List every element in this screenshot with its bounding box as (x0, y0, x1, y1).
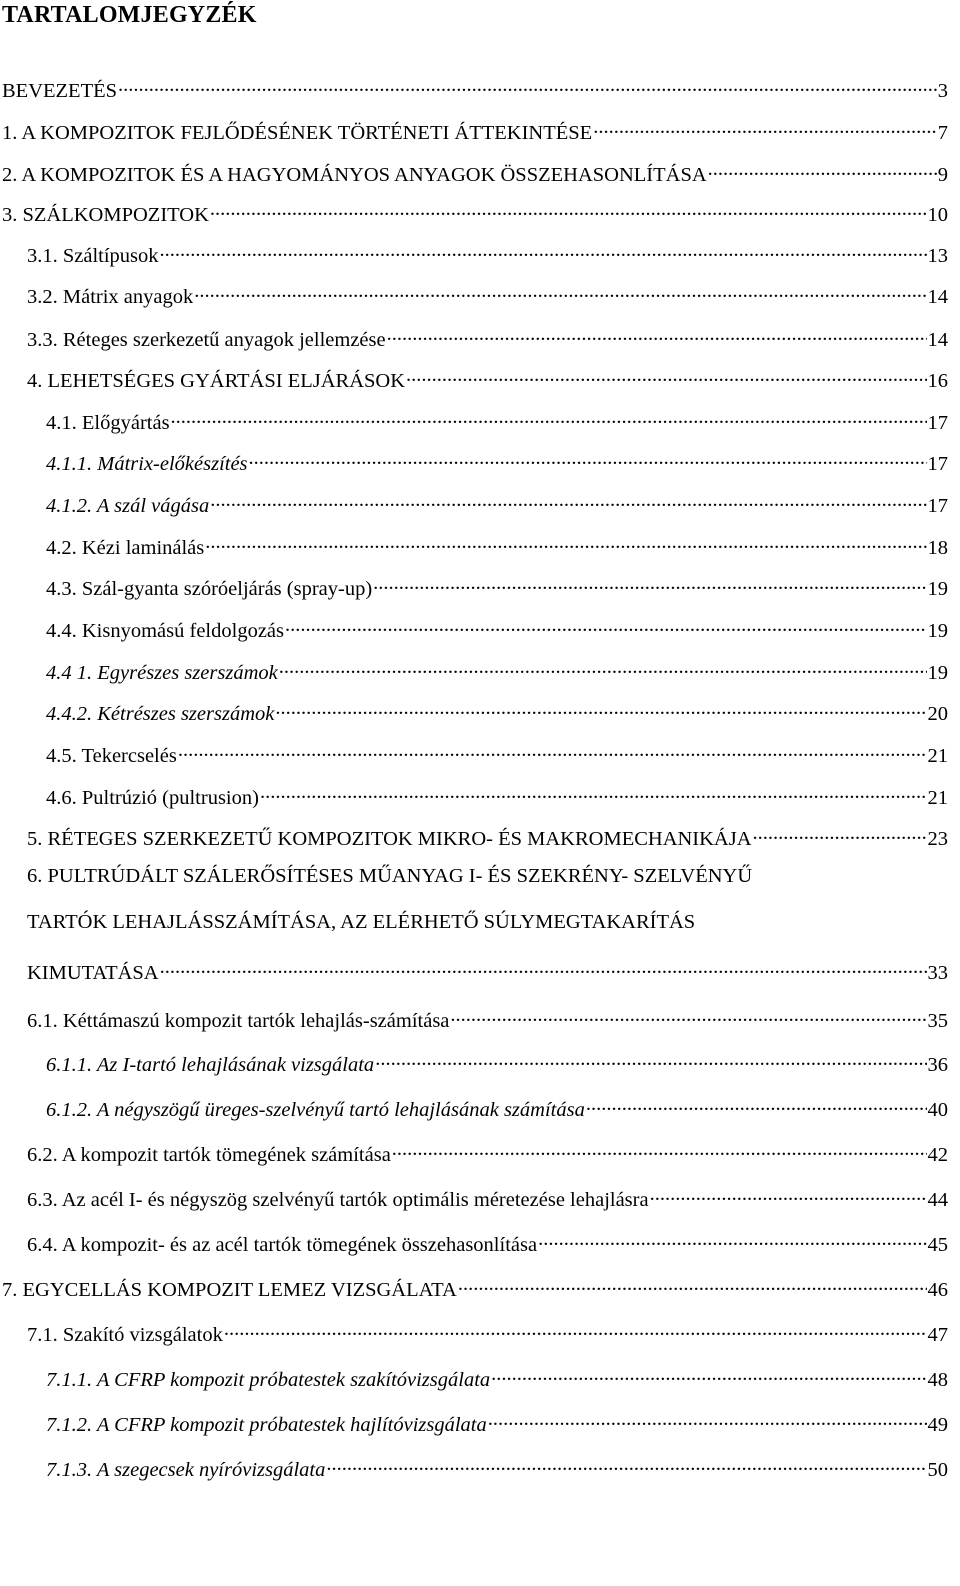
dot-leader (406, 366, 926, 387)
dot-leader (488, 1410, 927, 1431)
toc-entry-label: 3.3. Réteges szerkezetű anyagok jellemzése (27, 328, 386, 351)
toc-entry-label: KIMUTATÁSA (27, 961, 159, 984)
toc-entry-4-4[interactable] (46, 616, 948, 641)
toc-entry-6-1[interactable] (27, 1006, 948, 1031)
dot-leader (210, 491, 926, 512)
dot-leader (249, 449, 927, 470)
toc-entry-3[interactable] (2, 200, 948, 225)
toc-entry-page: 13 (927, 244, 948, 267)
dot-leader (275, 699, 926, 720)
dot-leader (373, 574, 926, 595)
toc-entry-4-2[interactable] (46, 533, 948, 558)
dot-leader (392, 1140, 927, 1161)
toc-entry-7-1-1[interactable] (46, 1365, 948, 1390)
toc-entry-page: 18 (927, 536, 948, 559)
toc-entry-label: 4.4. Kisnyomású feldolgozás (46, 619, 284, 642)
toc-entry-label: 4.2. Kézi laminálás (46, 536, 205, 559)
toc-entry-page: 49 (927, 1413, 948, 1436)
dot-leader (178, 741, 927, 762)
dot-leader (160, 241, 927, 262)
toc-entry-label: 3. SZÁLKOMPOZITOK (2, 203, 209, 226)
dot-leader (650, 1185, 927, 1206)
toc-entry-page: 3 (937, 79, 948, 102)
toc-entry-page: 33 (927, 961, 948, 984)
dot-leader (285, 616, 927, 637)
toc-entry-label: 4. LEHETSÉGES GYÁRTÁSI ELJÁRÁSOK (27, 369, 406, 392)
dot-leader (326, 1455, 926, 1476)
toc-entry-label: 7.1.1. A CFRP kompozit próbatestek szakítóvizsgálata (46, 1368, 491, 1391)
toc-entry-page: 21 (927, 786, 948, 809)
toc-entry-page: 16 (927, 369, 948, 392)
toc-entry-page: 14 (927, 328, 948, 351)
toc-entry-bevezetes[interactable] (2, 76, 948, 101)
toc-entry-label: 4.4.2. Kétrészes szerszámok (46, 702, 275, 725)
dot-leader (491, 1365, 926, 1386)
toc-entry-label: 7.1. Szakító vizsgálatok (27, 1323, 223, 1346)
dot-leader (194, 282, 926, 303)
toc-entry-page: 50 (927, 1458, 948, 1481)
toc-entry-label: 6.4. A kompozit- és az acél tartók tömegének összehasonlítása (27, 1233, 538, 1256)
toc-entry-4-4-1[interactable] (46, 658, 948, 683)
toc-entry-label: 6.3. Az acél I- és négyszög szelvényű tartók optimális méretezése lehajlásra (27, 1188, 649, 1211)
toc-entry-page: 36 (927, 1053, 948, 1076)
toc-entry-label: 1. A KOMPOZITOK FEJLŐDÉSÉNEK TÖRTÉNETI ÁTTEKINTÉSE (2, 121, 593, 144)
toc-entry-6-line2[interactable]: TARTÓK LEHAJLÁSSZÁMÍTÁSA, AZ ELÉRHETŐ SÚLYMEGTAKARÍTÁS (27, 911, 696, 933)
toc-entry-page: 42 (927, 1143, 948, 1166)
toc-entry-page: 19 (927, 619, 948, 642)
toc-entry-label: 4.4 1. Egyrészes szerszámok (46, 661, 278, 684)
toc-entry-page: 21 (927, 744, 948, 767)
toc-entry-page: 48 (927, 1368, 948, 1391)
toc-entry-label: 3.1. Száltípusok (27, 244, 159, 267)
toc-entry-page: 19 (927, 661, 948, 684)
toc-entry-page: 19 (927, 577, 948, 600)
toc-entry-1[interactable] (2, 118, 948, 143)
toc-entry-label: 5. RÉTEGES SZERKEZETŰ KOMPOZITOK MIKRO- ÉS MAKROMECHANIKÁJA (27, 827, 752, 850)
toc-entry-7-1-3[interactable] (46, 1455, 948, 1480)
toc-entry-label: 6.1. Kéttámaszú kompozit tartók lehajlás-számítása (27, 1009, 450, 1032)
toc-entry-6-line1[interactable]: 6. PULTRÚDÁLT SZÁLERŐSÍTÉSES MŰANYAG I- ÉS SZEKRÉNY- SZELVÉNYŰ (27, 865, 753, 887)
dot-leader (260, 783, 927, 804)
toc-entry-3-1[interactable] (27, 241, 948, 266)
toc-entry-page: 23 (927, 827, 948, 850)
toc-entry-label: 4.5. Tekercselés (46, 744, 177, 767)
toc-entry-4-1[interactable] (46, 408, 948, 433)
toc-entry-page: 46 (927, 1278, 948, 1301)
dot-leader (160, 958, 927, 979)
toc-entry-label: 7.1.2. A CFRP kompozit próbatestek hajlítóvizsgálata (46, 1413, 487, 1436)
toc-entry-label: BEVEZETÉS (2, 79, 118, 102)
toc-entry-page: 17 (927, 494, 948, 517)
dot-leader (538, 1230, 926, 1251)
toc-entry-6-3[interactable] (27, 1185, 948, 1210)
toc-entry-6-4[interactable] (27, 1230, 948, 1255)
toc-entry-label: 7. EGYCELLÁS KOMPOZIT LEMEZ VIZSGÁLATA (2, 1278, 457, 1301)
toc-entry-label: 4.1.2. A szál vágása (46, 494, 210, 517)
toc-entry-5[interactable] (27, 824, 948, 849)
toc-entry-7-1-2[interactable] (46, 1410, 948, 1435)
toc-entry-page: 44 (927, 1188, 948, 1211)
dot-leader (375, 1050, 926, 1071)
toc-entry-2[interactable] (2, 160, 948, 185)
dot-leader (224, 1320, 927, 1341)
toc-entry-6[interactable] (27, 958, 948, 983)
dot-leader (708, 160, 937, 181)
toc-entry-label: 6.2. A kompozit tartók tömegének számítása (27, 1143, 391, 1166)
toc-entry-label: 4.1.1. Mátrix-előkészítés (46, 452, 248, 475)
toc-entry-page: 10 (927, 203, 948, 226)
toc-entry-page: 7 (937, 121, 948, 144)
page-title: TARTALOMJEGYZÉK (2, 2, 257, 28)
toc-entry-page: 17 (927, 411, 948, 434)
toc-entry-4-1-1[interactable] (46, 449, 948, 474)
dot-leader (458, 1275, 927, 1296)
toc-entry-page: 20 (927, 702, 948, 725)
dot-leader (450, 1006, 926, 1027)
toc-entry-label: 4.6. Pultrúzió (pultrusion) (46, 786, 259, 809)
toc-entry-7[interactable] (2, 1275, 948, 1300)
toc-entry-4-1-2[interactable] (46, 491, 948, 516)
toc-entry-label: 6.1.2. A négyszögű üreges-szelvényű tartó lehajlásának számítása (46, 1098, 585, 1121)
toc-entry-label: 4.3. Szál-gyanta szóróeljárás (spray-up) (46, 577, 373, 600)
toc-entry-4[interactable] (27, 366, 948, 391)
toc-entry-4-6[interactable] (46, 783, 948, 808)
dot-leader (593, 118, 937, 139)
dot-leader (279, 658, 927, 679)
toc-entry-label: 6.1.1. Az I-tartó lehajlásának vizsgálata (46, 1053, 375, 1076)
dot-leader (118, 76, 937, 97)
toc-entry-page: 14 (927, 285, 948, 308)
dot-leader (205, 533, 926, 554)
toc-entry-page: 9 (937, 163, 948, 186)
dot-leader (586, 1095, 927, 1116)
dot-leader (210, 200, 927, 221)
toc-entry-6-1-2[interactable] (46, 1095, 948, 1120)
toc-entry-label: 4.1. Előgyártás (46, 411, 170, 434)
toc-entry-7-1[interactable] (27, 1320, 948, 1345)
toc-entry-page: 45 (927, 1233, 948, 1256)
toc-entry-label: 3.2. Mátrix anyagok (27, 285, 194, 308)
dot-leader (171, 408, 927, 429)
toc-entry-3-3[interactable] (27, 325, 948, 350)
dot-leader (387, 325, 927, 346)
toc-entry-page: 17 (927, 452, 948, 475)
dot-leader (753, 824, 927, 845)
toc-entry-4-4-2[interactable] (46, 699, 948, 724)
toc-entry-6-2[interactable] (27, 1140, 948, 1165)
toc-entry-6-1-1[interactable] (46, 1050, 948, 1075)
toc-entry-page: 35 (927, 1009, 948, 1032)
toc-entry-page: 47 (927, 1323, 948, 1346)
toc-entry-page: 40 (927, 1098, 948, 1121)
toc-entry-label: 2. A KOMPOZITOK ÉS A HAGYOMÁNYOS ANYAGOK ÖSSZEHASONLÍTÁSA (2, 163, 707, 186)
toc-entry-4-5[interactable] (46, 741, 948, 766)
toc-entry-3-2[interactable] (27, 282, 948, 307)
toc-entry-4-3[interactable] (46, 574, 948, 599)
toc-entry-label: 7.1.3. A szegecsek nyíróvizsgálata (46, 1458, 326, 1481)
